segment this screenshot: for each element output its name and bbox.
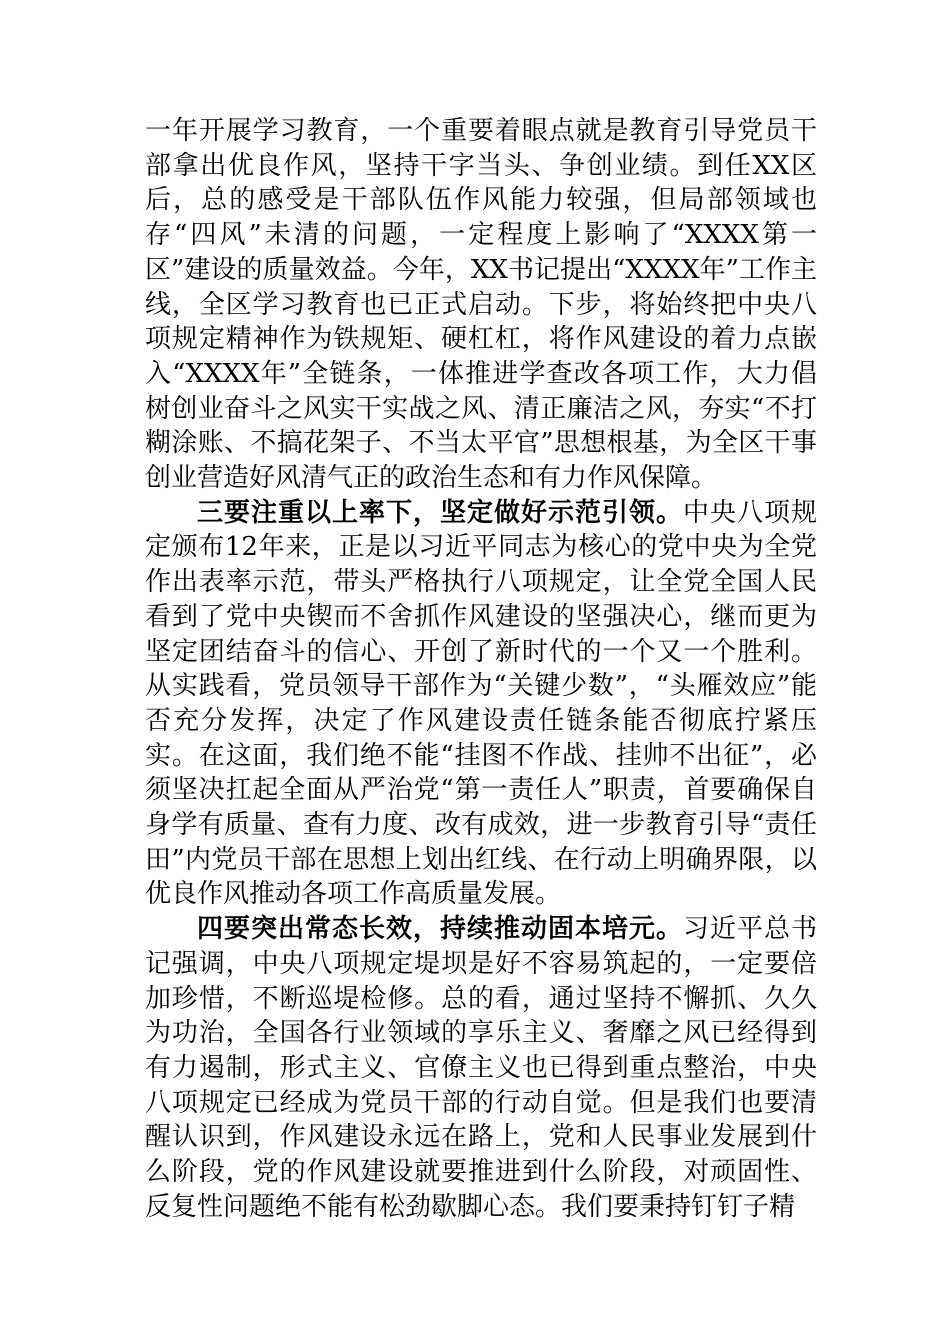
- paragraph-1: [145, 114, 817, 496]
- paragraph-2: [145, 496, 817, 912]
- paragraph-3-lead: 四要突出常态长效，持续推动固本培元。: [197, 914, 683, 945]
- paragraph-3: [145, 912, 817, 1224]
- paragraph-3-body: 习近平总书记强调，中央八项规定堤坝是好不容易筑起的，一定要倍加珍惜，不断巡堤检修。总的看，通过坚持不懈抓、久久为功治，全国各行业领域的享乐主义、奢靡之风已经得到有力遏制，形式主义、官僚主义也已得到重点整治，中央八项规定已经成为党员干部的行动自觉。但是我们也要清醒认识到，作风建设永远在路上，党和人民事业发展到什么阶段，党的作风建设就要推进到什么阶段，对顽固性、反复性问题绝不能有松劲歇脚心态。我们要秉持钉钉子精: [145, 914, 817, 1222]
- paragraph-2-body: 中央八项规定颁布12年来，正是以习近平同志为核心的党中央为全党作出表率示范，带头严格执行八项规定，让全党全国人民看到了党中央锲而不舍抓作风建设的坚强决心，继而更为坚定团结奋斗的信心、开创了新时代的一个又一个胜利。从实践看，党员领导干部作为“关键少数”，“头雁效应”能否充分发挥，决定了作风建设责任链条能否彻底拧紧压实。在这面，我们绝不能“挂图不作战、挂帅不出征”，必须坚决扛起全面从严治党“第一责任人”职责，首要确保自身学有质量、查有力度、改有成效，进一步教育引导“责任田”内党员干部在思想上划出红线、在行动上明确界限，以优良作风推动各项工作高质量发展。: [145, 497, 817, 910]
- document-body: [145, 114, 817, 1225]
- paragraph-1-body: 一年开展学习教育，一个重要着眼点就是教育引导党员干部拿出优良作风，坚持干字当头、争创业绩。到任XX区后，总的感受是干部队伍作风能力较强，但局部领域也存“四风”未清的问题，一定程度上影响了“XXXX第一区”建设的质量效益。今年，XX书记提出“XXXX年”工作主线，全区学习教育也已正式启动。下步，将始终把中央八项规定精神作为铁规矩、硬杠杠，将作风建设的着力点嵌入“XXXX年”全链条，一体推进学查改各项工作，大力倡树创业奋斗之风实干实战之风、清正廉洁之风，夯实“不打糊涂账、不搞花架子、不当太平官”思想根基，为全区干事创业营造好风清气正的政治生态和有力作风保障。: [145, 116, 817, 494]
- paragraph-2-lead: 三要注重以上率下，坚定做好示范引领。: [197, 497, 683, 528]
